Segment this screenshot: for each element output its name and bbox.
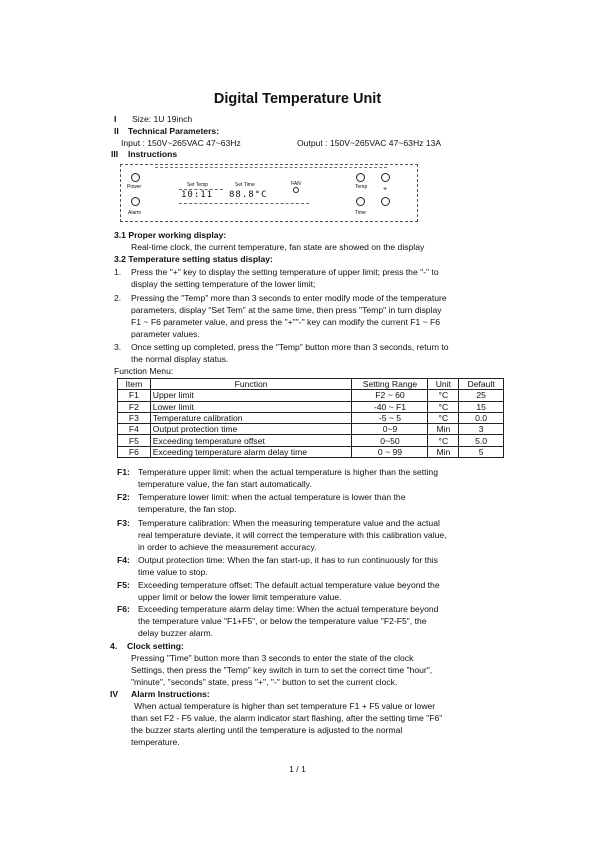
f6-line-2: the temperature value "F1+F5", or below the temperature value "F2-F5", the — [138, 616, 427, 626]
function-menu-label: Function Menu: — [114, 366, 174, 376]
list-item-3-number: 3. — [114, 342, 122, 352]
f5-line-2: upper limit or below the lower limit temperature value. — [138, 592, 342, 602]
cell-item: F6 — [118, 446, 151, 457]
cell-function: Exceeding temperature offset — [150, 435, 352, 446]
header-default: Default — [459, 379, 504, 390]
f6-line-3: delay buzzer alarm. — [138, 628, 213, 638]
f4-line-2: time value to stop. — [138, 567, 208, 577]
set-time-label: Set Time — [235, 182, 255, 188]
table-row — [118, 446, 504, 457]
section-3-2-heading: 3.2 Temperature setting status display: — [114, 254, 273, 264]
cell-default: 5 — [459, 446, 504, 457]
table-row — [118, 412, 504, 423]
output-spec: Output : 150V~265VAC 47~63Hz 13A — [297, 138, 442, 148]
table-header-row — [118, 379, 504, 390]
time-button-icon[interactable] — [356, 197, 365, 206]
list-item-3-line-2: the normal display status. — [131, 354, 229, 364]
front-panel-diagram — [120, 164, 418, 222]
header-function: Function — [150, 379, 352, 390]
cell-default: 3 — [459, 424, 504, 435]
document-title: Digital Temperature Unit — [213, 91, 382, 107]
section-iv-heading: Alarm Instructions: — [131, 689, 210, 699]
display-frame-bottom — [179, 203, 309, 204]
cell-unit: Min — [428, 446, 459, 457]
input-spec: Input : 150V~265VAC 47~63Hz — [121, 138, 241, 148]
header-setting-range: Setting Range — [352, 379, 428, 390]
alarm-label: Alarm — [128, 210, 142, 216]
cell-range: 0~50 — [352, 435, 428, 446]
f1-label: F1: — [117, 467, 130, 477]
list-item-2-line-3: F1 ~ F6 parameter value, and press the "+""-" key can modify the current F1 ~ F6 — [131, 317, 441, 327]
f1-line-2: temperature value, the fan start automatically. — [138, 479, 312, 489]
power-indicator-icon — [131, 173, 140, 182]
f5-label: F5: — [117, 580, 130, 590]
list-item-1-line-1: Press the "+" key to display the setting temperature of upper limit; press the "-" to — [131, 267, 439, 277]
cell-range: 0 ~ 99 — [352, 446, 428, 457]
clock-line-2: Settings, then press the "Temp" key switch in turn to set the correct time "hour", — [131, 665, 433, 675]
section-4-heading: Clock setting: — [127, 641, 184, 651]
cell-function: Temperature calibration — [150, 412, 352, 423]
section-1-number: I — [114, 114, 117, 124]
cell-range: 0~9 — [352, 424, 428, 435]
section-2-heading: Technical Parameters: — [128, 126, 220, 136]
f1-line-1: Temperature upper limit: when the actual temperature is higher than the setting — [138, 467, 438, 477]
f3-line-3: in order to achieve the measurement accuracy. — [138, 542, 317, 552]
cell-item: F5 — [118, 435, 151, 446]
display-frame-top — [179, 189, 223, 190]
temperature-display: 88.8°C — [229, 190, 268, 200]
f6-label: F6: — [117, 604, 130, 614]
cell-default: 5.0 — [459, 435, 504, 446]
section-3-heading: Instructions — [128, 149, 178, 159]
table-row — [118, 435, 504, 446]
panel-divider — [155, 167, 387, 168]
set-temp-label: Set Temp — [187, 182, 209, 188]
f3-label: F3: — [117, 518, 130, 528]
minus-button-icon[interactable] — [381, 173, 390, 182]
clock-line-3: "minute", "seconds" state, press "+", "-" button to set the current clock. — [131, 677, 398, 687]
list-item-2-line-1: Pressing the "Temp" more than 3 seconds to enter modify mode of the temperature — [131, 293, 447, 303]
f4-label: F4: — [117, 555, 130, 565]
alarm-line-4: temperature. — [131, 737, 180, 747]
cell-range: -5 ~ 5 — [352, 412, 428, 423]
section-2-number: II — [114, 126, 119, 136]
cell-item: F4 — [118, 424, 151, 435]
cell-range: F2 ~ 60 — [352, 390, 428, 401]
f3-line-2: real temperature deviate, it will correct the temperature with this calibration value, — [138, 530, 447, 540]
clock-line-1: Pressing "Time" button more than 3 seconds to enter the state of the clock — [131, 653, 414, 663]
alarm-line-2: than set F2 - F5 value, the alarm indicator start flashing, after the setting time "F6" — [131, 713, 443, 723]
f3-line-1: Temperature calibration: When the measuring temperature value and the actual — [138, 518, 440, 528]
cell-unit: Min — [428, 424, 459, 435]
list-item-2-line-4: parameter values. — [131, 329, 200, 339]
f2-label: F2: — [117, 492, 130, 502]
header-item: Item — [118, 379, 151, 390]
time-button-label: Time — [355, 210, 366, 216]
cell-range: -40 ~ F1 — [352, 401, 428, 412]
section-3-1-heading: 3.1 Proper working display: — [114, 230, 227, 240]
cell-unit: °C — [428, 412, 459, 423]
fan-indicator-icon — [293, 187, 299, 193]
cell-default: 0.0 — [459, 412, 504, 423]
f2-line-2: temperature, the fan stop. — [138, 504, 237, 514]
section-iv-number: IV — [110, 689, 119, 699]
f2-line-1: Temperature lower limit: when the actual temperature is lower than the — [138, 492, 406, 502]
cell-unit: °C — [428, 435, 459, 446]
section-4-number: 4. — [110, 641, 118, 651]
cell-unit: °C — [428, 401, 459, 412]
list-item-2-number: 2. — [114, 293, 122, 303]
cell-item: F3 — [118, 412, 151, 423]
section-1-text: Size: 1U 19inch — [132, 114, 193, 124]
alarm-indicator-icon — [131, 197, 140, 206]
plus-button-icon[interactable] — [381, 197, 390, 206]
cell-default: 15 — [459, 401, 504, 412]
cell-function: Exceeding temperature alarm delay time — [150, 446, 352, 457]
cell-default: 25 — [459, 390, 504, 401]
page-number: 1 / 1 — [289, 764, 306, 774]
cell-function: Output protection time — [150, 424, 352, 435]
section-3-1-text: Real-time clock, the current temperature, fan state are showed on the display — [131, 242, 425, 252]
plus-label: + — [383, 186, 388, 193]
table-row — [118, 424, 504, 435]
time-display: 10:11 — [181, 190, 214, 200]
function-table — [117, 378, 504, 458]
f4-line-1: Output protection time: When the fan start-up, it has to run continuously for this — [138, 555, 438, 565]
f5-line-1: Exceeding temperature offset: The default actual temperature value beyond the — [138, 580, 440, 590]
cell-item: F2 — [118, 401, 151, 412]
list-item-2-line-2: parameters, display "Set Tem" at the same time, then press "Temp" in turn display — [131, 305, 442, 315]
table-row — [118, 401, 504, 412]
cell-item: F1 — [118, 390, 151, 401]
list-item-1-line-2: display the setting temperature of the lower limit; — [131, 279, 316, 289]
header-unit: Unit — [428, 379, 459, 390]
cell-function: Lower limit — [150, 401, 352, 412]
alarm-line-1: When actual temperature is higher than set temperature F1 + F5 value or lower — [134, 701, 436, 711]
section-3-number: III — [111, 149, 119, 159]
fan-label: FAN — [291, 181, 301, 187]
list-item-3-line-1: Once setting up completed, press the "Temp" button more than 3 seconds, return to — [131, 342, 449, 352]
temp-button-label: Temp — [355, 184, 368, 190]
f6-line-1: Exceeding temperature alarm delay time: When the actual temperature beyond — [138, 604, 439, 614]
power-label: Power — [127, 184, 142, 190]
cell-function: Upper limit — [150, 390, 352, 401]
table-row — [118, 390, 504, 401]
list-item-1-number: 1. — [114, 267, 122, 277]
alarm-line-3: the buzzer starts alerting until the temperature is adjusted to the normal — [131, 725, 403, 735]
temp-button-icon[interactable] — [356, 173, 365, 182]
cell-unit: °C — [428, 390, 459, 401]
